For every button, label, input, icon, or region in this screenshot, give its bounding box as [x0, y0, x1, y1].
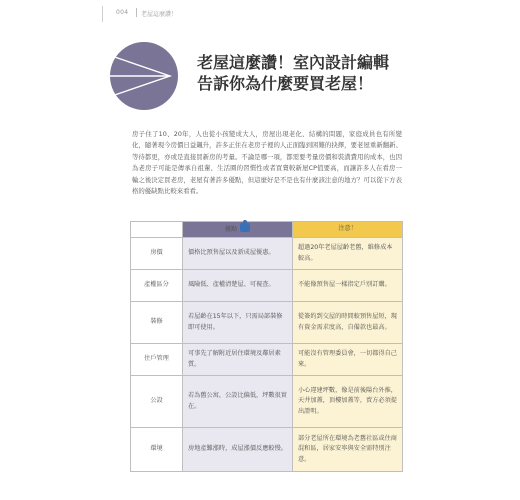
header-pro-label: 優點: [224, 226, 238, 234]
title-line-2: 告訴你為什麼要買老屋！: [197, 74, 374, 93]
title-line-1: 老屋這麼讚！室內設計編輯: [197, 53, 390, 72]
table-row: [131, 270, 403, 302]
table-row: [131, 238, 403, 270]
con-cell: 超過20年老屋屋齡老舊，維修成本較高。: [293, 238, 403, 270]
pro-cell: 價格比預售屋以及新成屋優惠。: [183, 238, 293, 270]
table-row: [131, 376, 403, 428]
row-label: 房價: [131, 238, 183, 270]
con-cell: 部分老屋所在環境為老舊社區或住商混和區，居家安寧與安全需特別注意。: [293, 428, 403, 472]
table-row: [131, 302, 403, 344]
row-label: 公設: [131, 376, 183, 428]
row-label: 環境: [131, 428, 183, 472]
running-header-title: 老屋這麼讚！: [141, 11, 178, 18]
table-header-row: [131, 222, 403, 238]
pro-cell: 房地產難漲時，成屋漲價反應較慢。: [183, 428, 293, 472]
pro-cell: 若為舊公寓，公設比偏低，坪數很實在。: [183, 376, 293, 428]
page-number: 004: [116, 9, 129, 16]
intro-paragraph: 房子住了10、20年，人也從小孩變成大人，房屋出現老化、結構的問題，家庭成員也有所變化，隨著現今房價日益飆升，許多正住在老房子裡的人正面臨到困難的抉擇，要老屋重新翻新、等待都更，亦或是直接買新房的考量。不論是哪一項，都需要考量房價和裝潢費用的成本，也因為老房子可能是傳承自祖輩、生活圈的習慣性或者買賣較新屋CP值要高，而讓許多人在看房一輪之後決定買老房，老屋有著許多優點，但這麼好是不是也有什麼該注意的地方？可以從下方表格的優缺點比較來看看。: [132, 130, 402, 196]
con-cell: 可能沒有管理委員會，一切都得自己來。: [293, 344, 403, 376]
row-label: 住戶管理: [131, 344, 183, 376]
pro-cell: 風險低、產權清楚屋、可視查。: [183, 270, 293, 302]
thumbs-up-icon: [240, 223, 250, 232]
header-divider: [102, 6, 103, 22]
con-cell: 小心違建坪數，像是前後陽台外推，天井加蓋，頂樓加蓋等，賣方必須提出證明。: [293, 376, 403, 428]
arrow-circle-icon: [110, 42, 178, 110]
table-row: [131, 344, 403, 376]
pro-cell: 可事先了解附近居住環境及鄰居素質。: [183, 344, 293, 376]
row-label: 裝修: [131, 302, 183, 344]
page-title: [197, 52, 447, 94]
header-pro: [183, 222, 293, 238]
header-separator: [136, 8, 137, 17]
pro-cell: 若屋齡在15年以下，只需局部裝修即可使用。: [183, 302, 293, 344]
table-corner: [131, 222, 183, 238]
header-con: 注意！: [293, 222, 403, 238]
row-label: 產權區分: [131, 270, 183, 302]
pros-cons-table: [130, 221, 403, 472]
con-cell: 不能像預售屋一樣指定戶別訂購。: [293, 270, 403, 302]
con-cell: 從簽約到交屋的時間較預售屋短，現有資金需求度高，自備款也最高。: [293, 302, 403, 344]
table-row: [131, 428, 403, 472]
